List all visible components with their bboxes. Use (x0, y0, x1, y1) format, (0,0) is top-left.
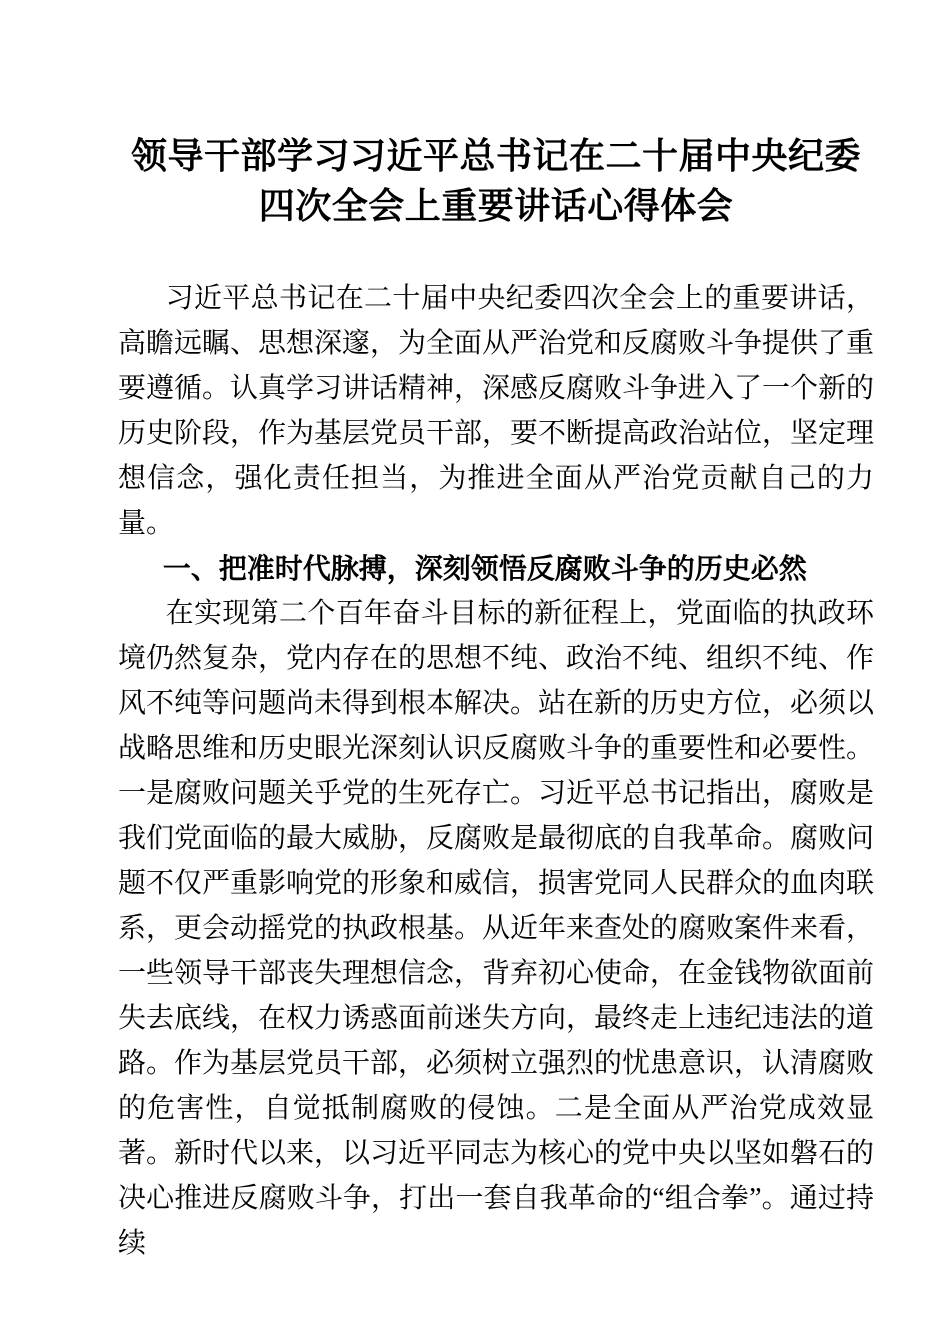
document-title-line1: 领导干部学习习近平总书记在二十届中央纪委 (130, 136, 861, 176)
document-title-line2: 四次全会上重要讲话心得体会 (258, 186, 734, 226)
paragraph-intro: 习近平总书记在二十届中央纪委四次全会上的重要讲话，高瞻远瞩、思想深邃，为全面从严治党和反腐败斗争提供了重要遵循。认真学习讲话精神，深感反腐败斗争进入了一个新的历史阶段，作为基层党员干部，要不断提高政治站位，坚定理想信念，强化责任担当，为推进全面从严治党贡献自己的力量。 (118, 283, 875, 539)
paragraph-section-1: 在实现第二个百年奋斗目标的新征程上，党面临的执政环境仍然复杂，党内存在的思想不纯、政治不纯、组织不纯、作风不纯等问题尚未得到根本解决。站在新的历史方位，必须以战略思维和历史眼光深刻认识反腐败斗争的重要性和必要性。一是腐败问题关乎党的生死存亡。习近平总书记指出，腐败是我们党面临的最大威胁，反腐败是最彻底的自我革命。腐败问题不仅严重影响党的形象和威信，损害党同人民群众的血肉联系，更会动摇党的执政根基。从近年来查处的腐败案件来看，一些领导干部丧失理想信念，背弃初心使命，在金钱物欲面前失去底线，在权力诱惑面前迷失方向，最终走上违纪违法的道路。作为基层党员干部，必须树立强烈的忧患意识，认清腐败的危害性，自觉抵制腐败的侵蚀。二是全面从严治党成效显著。新时代以来，以习近平同志为核心的党中央以坚如磐石的决心推进反腐败斗争，打出一套自我革命的“组合拳”。通过持续 (118, 598, 875, 1259)
document-title (118, 131, 874, 231)
section-heading-1: 一、把准时代脉搏，深刻领悟反腐败斗争的历史必然 (162, 553, 807, 584)
